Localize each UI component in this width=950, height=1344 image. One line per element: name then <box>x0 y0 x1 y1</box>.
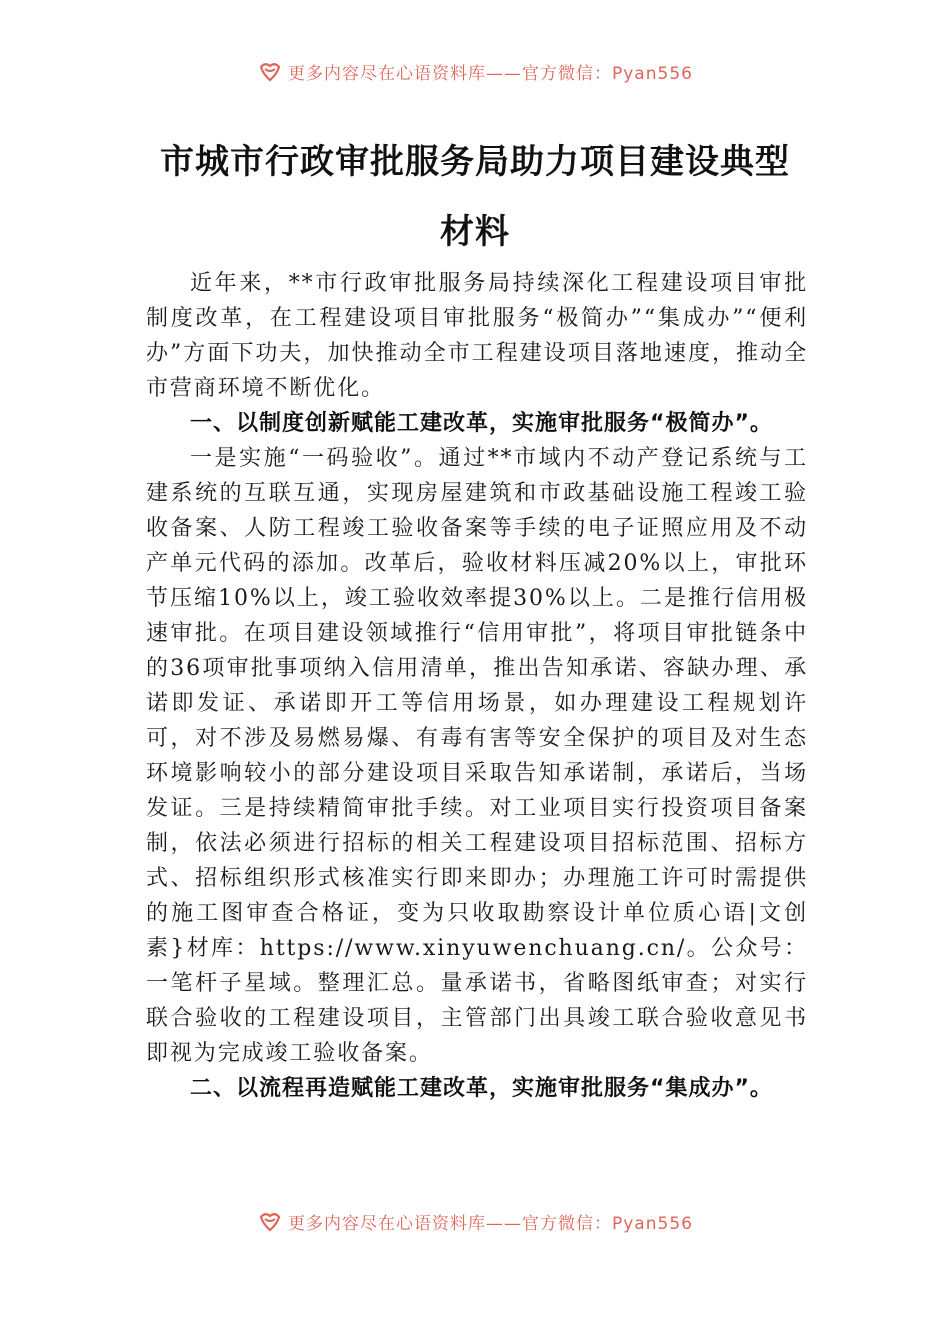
section-heading-2: 二、以流程再造赋能工建改革，实施审批服务“集成办”。 <box>190 1076 773 1101</box>
watermark-banner-top <box>258 56 738 86</box>
watermark-text: 更多内容尽在心语资料库——官方微信：Pyan556 <box>288 1213 693 1234</box>
body-paragraph: 一是实施“一码验收”。通过**市域内不动产登记系统与工建系统的互联互通，实现房屋建筑和市政基础设施工程竣工验收备案、人防工程竣工验收备案等手续的电子证照应用及不动产单元代码的添加。改革后，验收材料压减20%以上，审批环节压缩10%以上，竣工验收效率提30%以上。二是推行信用极速审批。在项目建设领域推行“信用审批”，将项目审批链条中的36项审批事项纳入信用清单，推出告知承诺、容缺办理、承诺即发证、承诺即开工等信用场景，如办理建设工程规划许可，对不涉及易燃易爆、有毒有害等安全保护的项目及对生态环境影响较小的部分建设项目采取告知承诺制，承诺后，当场发证。三是持续精简审批手续。对工业项目实行投资项目备案制，依法必须进行招标的相关工程建设项目招标范围、招标方式、招标组织形式核准实行即来即办；办理施工许可时需提供的施工图审查合格证，变为只收取勘察设计单位质心语|文创素}材库：https://www.xinyuwenchuang.cn/。公众号：一笔杆子星域。整理汇总。量承诺书，省略图纸审查；对实行联合验收的工程建设项目，主管部门出具竣工联合验收意见书即视为完成竣工验收备案。 <box>146 446 808 1066</box>
section-heading-1: 一、以制度创新赋能工建改革，实施审批服务“极简办”。 <box>190 411 773 436</box>
brand-logo-icon <box>258 59 282 83</box>
brand-logo-icon <box>258 1209 282 1233</box>
watermark-text: 更多内容尽在心语资料库——官方微信：Pyan556 <box>288 63 693 84</box>
watermark-banner-bottom <box>258 1206 738 1236</box>
document-title-line2: 材料 <box>440 212 510 252</box>
document-body <box>146 266 808 1106</box>
intro-paragraph: 近年来，**市行政审批服务局持续深化工程建设项目审批制度改革，在工程建设项目审批服务“极简办”“集成办”“便利办”方面下功夫，加快推动全市工程建设项目落地速度，推动全市营商环境不断优化。 <box>146 271 808 401</box>
document-title-line1: 市城市行政审批服务局助力项目建设典型 <box>160 142 790 182</box>
